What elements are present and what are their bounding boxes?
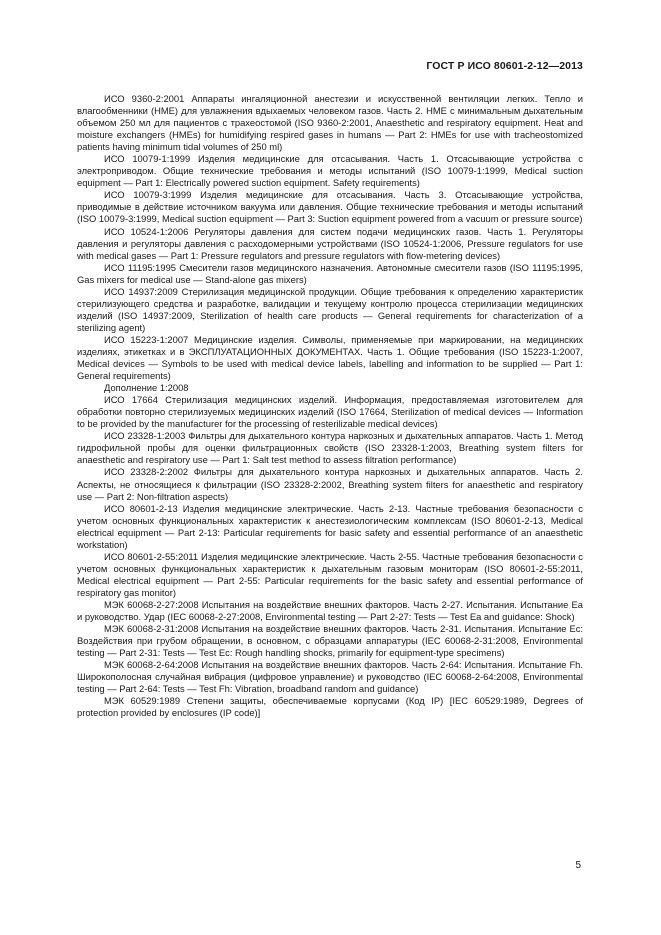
reference-paragraph: ИСО 80601-2-55:2011 Изделия медицинские электрические. Часть 2-55. Частные требования безопасности с учетом основных функциональных характеристик к дыхательным газовым мониторам (ISO 80601-2-55:2011, Medical electrical equipment — Part 2-55: Particular requirements for the basic safety and essential performance of respiratory gas monitor) [77,550,583,598]
reference-paragraph: МЭК 60068-2-31:2008 Испытания на воздействие внешних факторов. Часть 2-31. Испытания. Испытание Ec: Воздействия при грубом обращении, в основном, с образцами аппаратуры (IEC 60068-2-31:2008, Environmental testing — Part 2-31: Tests — Test Ec: Rough handling shocks, primarily for equipment-type specimens) [77,623,583,659]
reference-paragraph: ИСО 10079-3:1999 Изделия медицинские для отсасывания. Часть 3. Отсасывающие устройства, приводимые в действие источником вакуума или давления. Общие технические требования и методы испытаний (ISO 10079-3:1999, Medical suction equipment — Part 3: Suction equipment powered from a vacuum or pressure source) [77,189,583,225]
reference-paragraph: ИСО 10079-1:1999 Изделия медицинские для отсасывания. Часть 1. Отсасывающие устройства с электроприводом. Общие технические требования и методы испытаний (ISO 10079-1:1999, Medical suction equipment — Part 1: Electrically powered suction equipment. Safety requirements) [77,153,583,189]
reference-paragraph: МЭК 60068-2-64:2008 Испытания на воздействие внешних факторов. Часть 2-64: Испытания. Испытание Fh. Широкополосная случайная вибрация (цифровое управление) и руководство (IEC 60068-2-64:2008, Environmental testing — Part 2-64: Tests — Test Fh: Vibration, broadband random and guidance) [77,659,583,695]
reference-paragraph: ИСО 17664 Стерилизация медицинских изделий. Информация, предоставляемая изготовителем для обработки повторно стерилизуемых медицинских изделий (ISO 17664, Sterilization of medical devices — Information to be provided by the manufacturer for the processing of resterilizable medical devices) [77,394,583,430]
reference-paragraph: ИСО 14937:2009 Стерилизация медицинской продукции. Общие требования к определению характеристик стерилизующего средства и разработке, валидации и текущему контролю процесса стерилизации медицинских изделий (ISO 14937:2009, Sterilization of health care products — General requirements for characterization of a sterilizing agent) [77,285,583,333]
references-list [77,93,583,719]
standard-header: ГОСТ Р ИСО 80601-2-12—2013 [426,60,583,72]
reference-paragraph: ИСО 80601-2-13 Изделия медицинские электрические. Часть 2-13. Частные требования безопасности с учетом основных функциональных характеристик к анестезиологическим комплексам (ISO 80601-2-13, Medical electrical equipment — Part 2-13: Particular requirements for basic safety and essential performance of an anaesthetic workstation) [77,502,583,550]
reference-paragraph: МЭК 60529:1989 Степени защиты, обеспечиваемые корпусами (Код IP) [IEC 60529:1989, Degrees of protection provided by enclosures (IP code)] [77,695,583,719]
reference-paragraph: ИСО 15223-1:2007 Медицинские изделия. Символы, применяемые при маркировании, на медицинских изделиях, этикетках и в ЭКСПЛУАТАЦИОННЫХ ДОКУМЕНТАХ. Часть 1. Общие требования (ISO 15223-1:2007, Medical devices — Symbols to be used with medical device labels, labelling and information to be supplied — Part 1: General requirements) [77,333,583,382]
reference-paragraph: Дополнение 1:2008 [104,382,189,394]
page-number: 5 [575,860,581,871]
reference-paragraph: ИСО 9360-2:2001 Аппараты ингаляционной анестезии и искусственной вентиляции легких. Тепло и влагообменники (HME) для увлажнения вдыхаемых человеком газов. Часть 2. HME с минимальным дыхательным объемом 250 мл для пациентов с трахеостомой (ISO 9360-2:2001, Anaesthetic and respiratory equipment. Heat and moisture exchangers (HMEs) for humidifying respired gases in humans — Part 2: HMEs for use with tracheostomized patients having minimum tidal volumes of 250 ml) [77,93,583,153]
reference-paragraph: ИСО 23328-1:2003 Фильтры для дыхательного контура наркозных и дыхательных аппаратов. Часть 1. Метод гидрофильной пробы для оценки фильтрационных свойств (ISO 23328-1:2003, Breathing system filters for anaesthetic and respiratory use — Part 1: Salt test method to assess filtration performance) [77,430,583,466]
reference-paragraph: МЭК 60068-2-27:2008 Испытания на воздействие внешних факторов. Часть 2-27. Испытания. Испытание Ea и руководство. Удар (IEC 60068-2-27:2008, Environmental testing — Part 2-27: Tests — Test Ea and guidance: Shock) [77,598,583,623]
reference-paragraph: ИСО 11195:1995 Смесители газов медицинского назначения. Автономные смесители газов (ISO 11195:1995, Gas mixers for medical use — Stand-alone gas mixers) [77,261,583,285]
reference-paragraph: ИСО 23328-2:2002 Фильтры для дыхательного контура наркозных и дыхательных аппаратов. Часть 2. Аспекты, не относящиеся к фильтрации (ISO 23328-2:2002, Breathing system filters for anaesthetic and respiratory use — Part 2: Non-filtration aspects) [77,466,583,502]
reference-paragraph: ИСО 10524-1:2006 Регуляторы давления для систем подачи медицинских газов. Часть 1. Регуляторы давления и регуляторы давления с расходомерными устройствами (ISO 10524-1:2006, Pressure regulators for use with medical gases — Part 1: Pressure regulators and pressure regulators with flow-metering devices) [77,225,583,261]
